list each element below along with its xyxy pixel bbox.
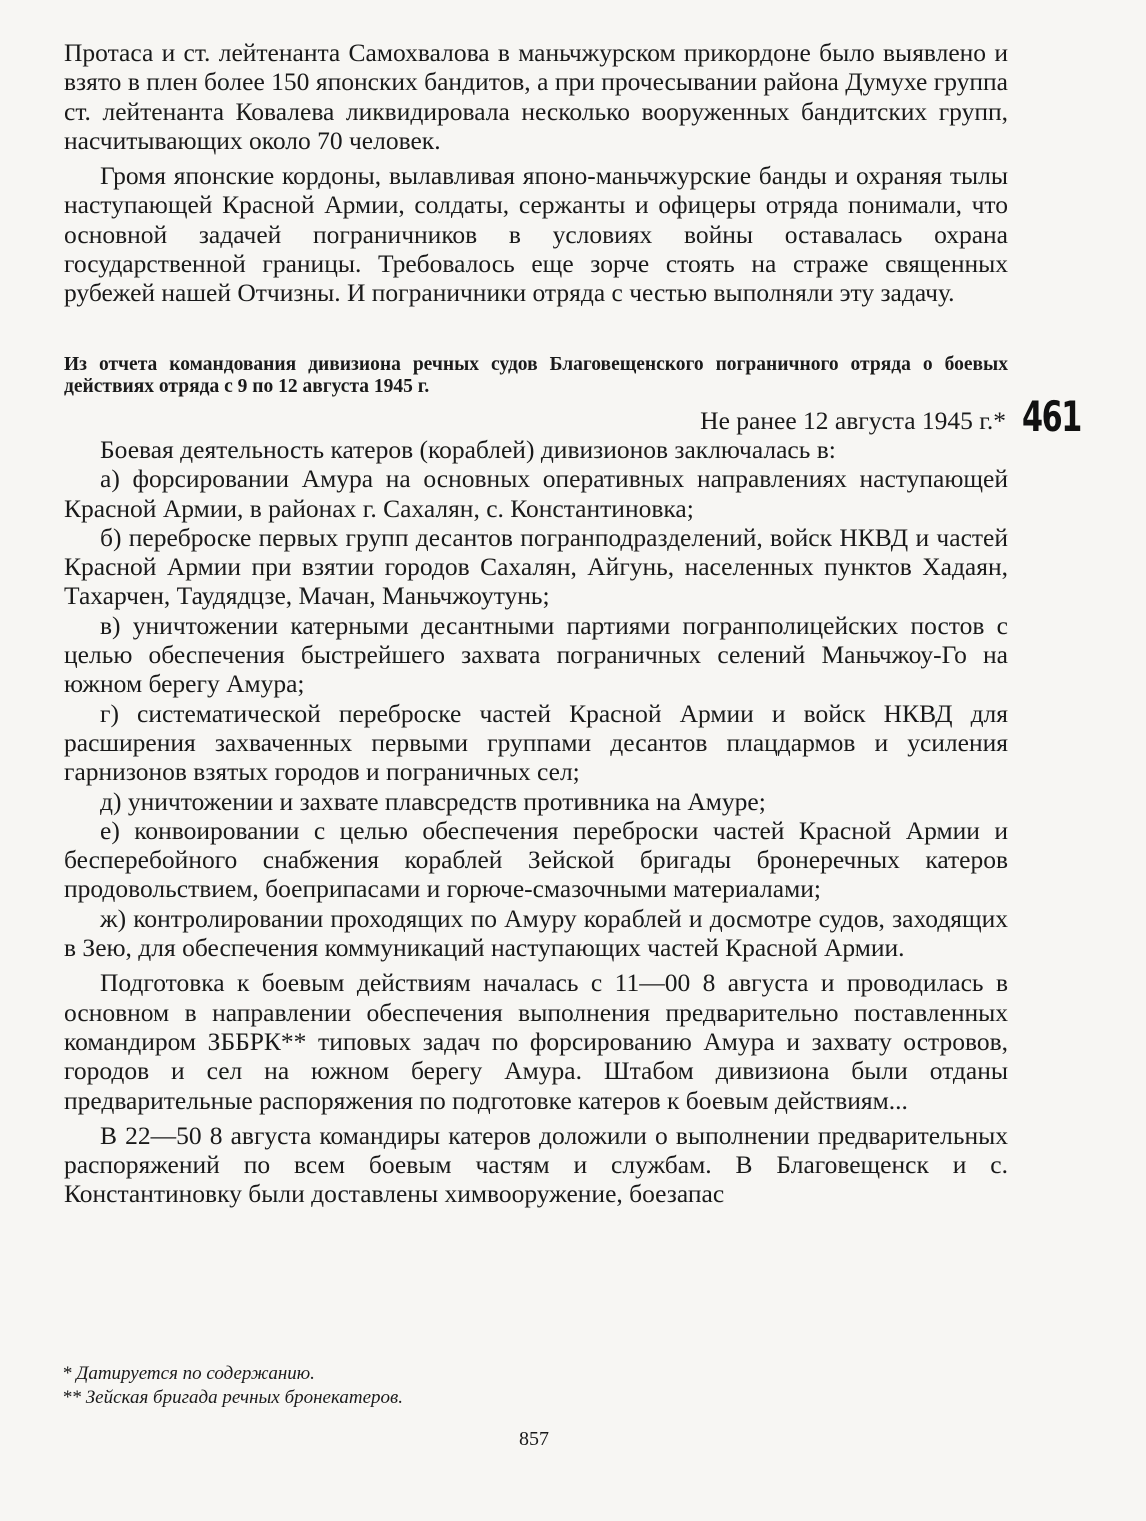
footnotes bbox=[62, 1362, 403, 1410]
document-heading: Из отчета командования дивизиона речных судов Благовещенского пограничного отряда о боевых действиях отряда с 9 по 12 августа 1945 г. bbox=[64, 353, 1008, 397]
list-item: е) конвоировании с целью обеспечения переброски частей Красной Армии и бесперебойного снабжения кораблей Зейской бригады бронеречных катеров продовольствием, боеприпасами и горюче-смазочными материалами; bbox=[64, 815, 1008, 904]
page-body bbox=[64, 38, 1008, 1209]
list-item: ж) контролировании проходящих по Амуру кораблей и досмотре судов, заходящих в Зею, для обеспечения коммуникаций наступающих частей Красной Армии. bbox=[64, 903, 1008, 963]
list-item: б) переброске первых групп десантов погранподразделений, войск НКВД и частей Красной Армии при взятии городов Сахалян, Айгунь, населенных пунктов Хадаян, Тахарчен, Таудядцзе, Мачан, Маньчжоутунь; bbox=[64, 522, 1008, 611]
list-item: в) уничтожении катерными десантными партиями погранполицейских постов с целью обеспечения быстрейшего захвата пограничных селений Маньчжоу-Го на южном берегу Амура; bbox=[64, 610, 1008, 699]
paragraph: В 22—50 8 августа командиры катеров доложили о выполнении предварительных распоряжений по всем боевым частям и службам. В Благовещенск и с. Константиновку были доставлены химвооружение, боезапас bbox=[64, 1120, 1008, 1209]
list-item: д) уничтожении и захвате плавсредств противника на Амуре; bbox=[100, 786, 766, 816]
paragraph: Подготовка к боевым действиям началась с 11—00 8 августа и проводилась в основном в направлении обеспечения выполнения предварительно поставленных командиром ЗББРК** типовых задач по форсированию Амура и захвату островов, городов и сел на южном берегу Амура. Штабом дивизиона были отданы предварительные распоряжения по подготовке катеров к боевым действиям... bbox=[64, 968, 1008, 1115]
footnote: * Датируется по содержанию. bbox=[62, 1363, 315, 1384]
page-number: 857 bbox=[519, 1428, 549, 1450]
paragraph: Громя японские кордоны, вылавливая японо-маньчжурские банды и охраняя тылы наступающей Красной Армии, солдаты, сержанты и офицеры отряда понимали, что основной задачей пограничников в условиях войны оставалась охрана государственной границы. Требовалось еще зорче стоять на страже священных рубежей нашей Отчизны. И пограничники отряда с честью выполняли эту задачу. bbox=[64, 161, 1008, 308]
list-item: г) систематической переброске частей Красной Армии и войск НКВД для расширения захваченных первыми группами десантов плацдармов и усиления гарнизонов взятых городов и пограничных сел; bbox=[64, 698, 1008, 787]
list-intro: Боевая деятельность катеров (кораблей) дивизионов заключалась в: bbox=[100, 434, 836, 464]
paragraph-continuation: Протаса и ст. лейтенанта Самохвалова в маньчжурском прикордоне было выявлено и взято в плен более 150 японских бандитов, а при прочесывании района Думухе группа ст. лейтенанта Ковалева ликвидировала несколько вооруженных бандитских групп, насчитывающих около 70 человек. bbox=[64, 38, 1008, 155]
margin-page-number: 461 bbox=[1022, 392, 1081, 441]
document-date: Не ранее 12 августа 1945 г.* bbox=[700, 405, 1006, 435]
footnote: ** Зейская бригада речных бронекатеров. bbox=[62, 1387, 404, 1408]
list-item: а) форсировании Амура на основных оперативных направлениях наступающей Красной Армии, в районах г. Сахалян, с. Константиновка; bbox=[64, 464, 1008, 523]
